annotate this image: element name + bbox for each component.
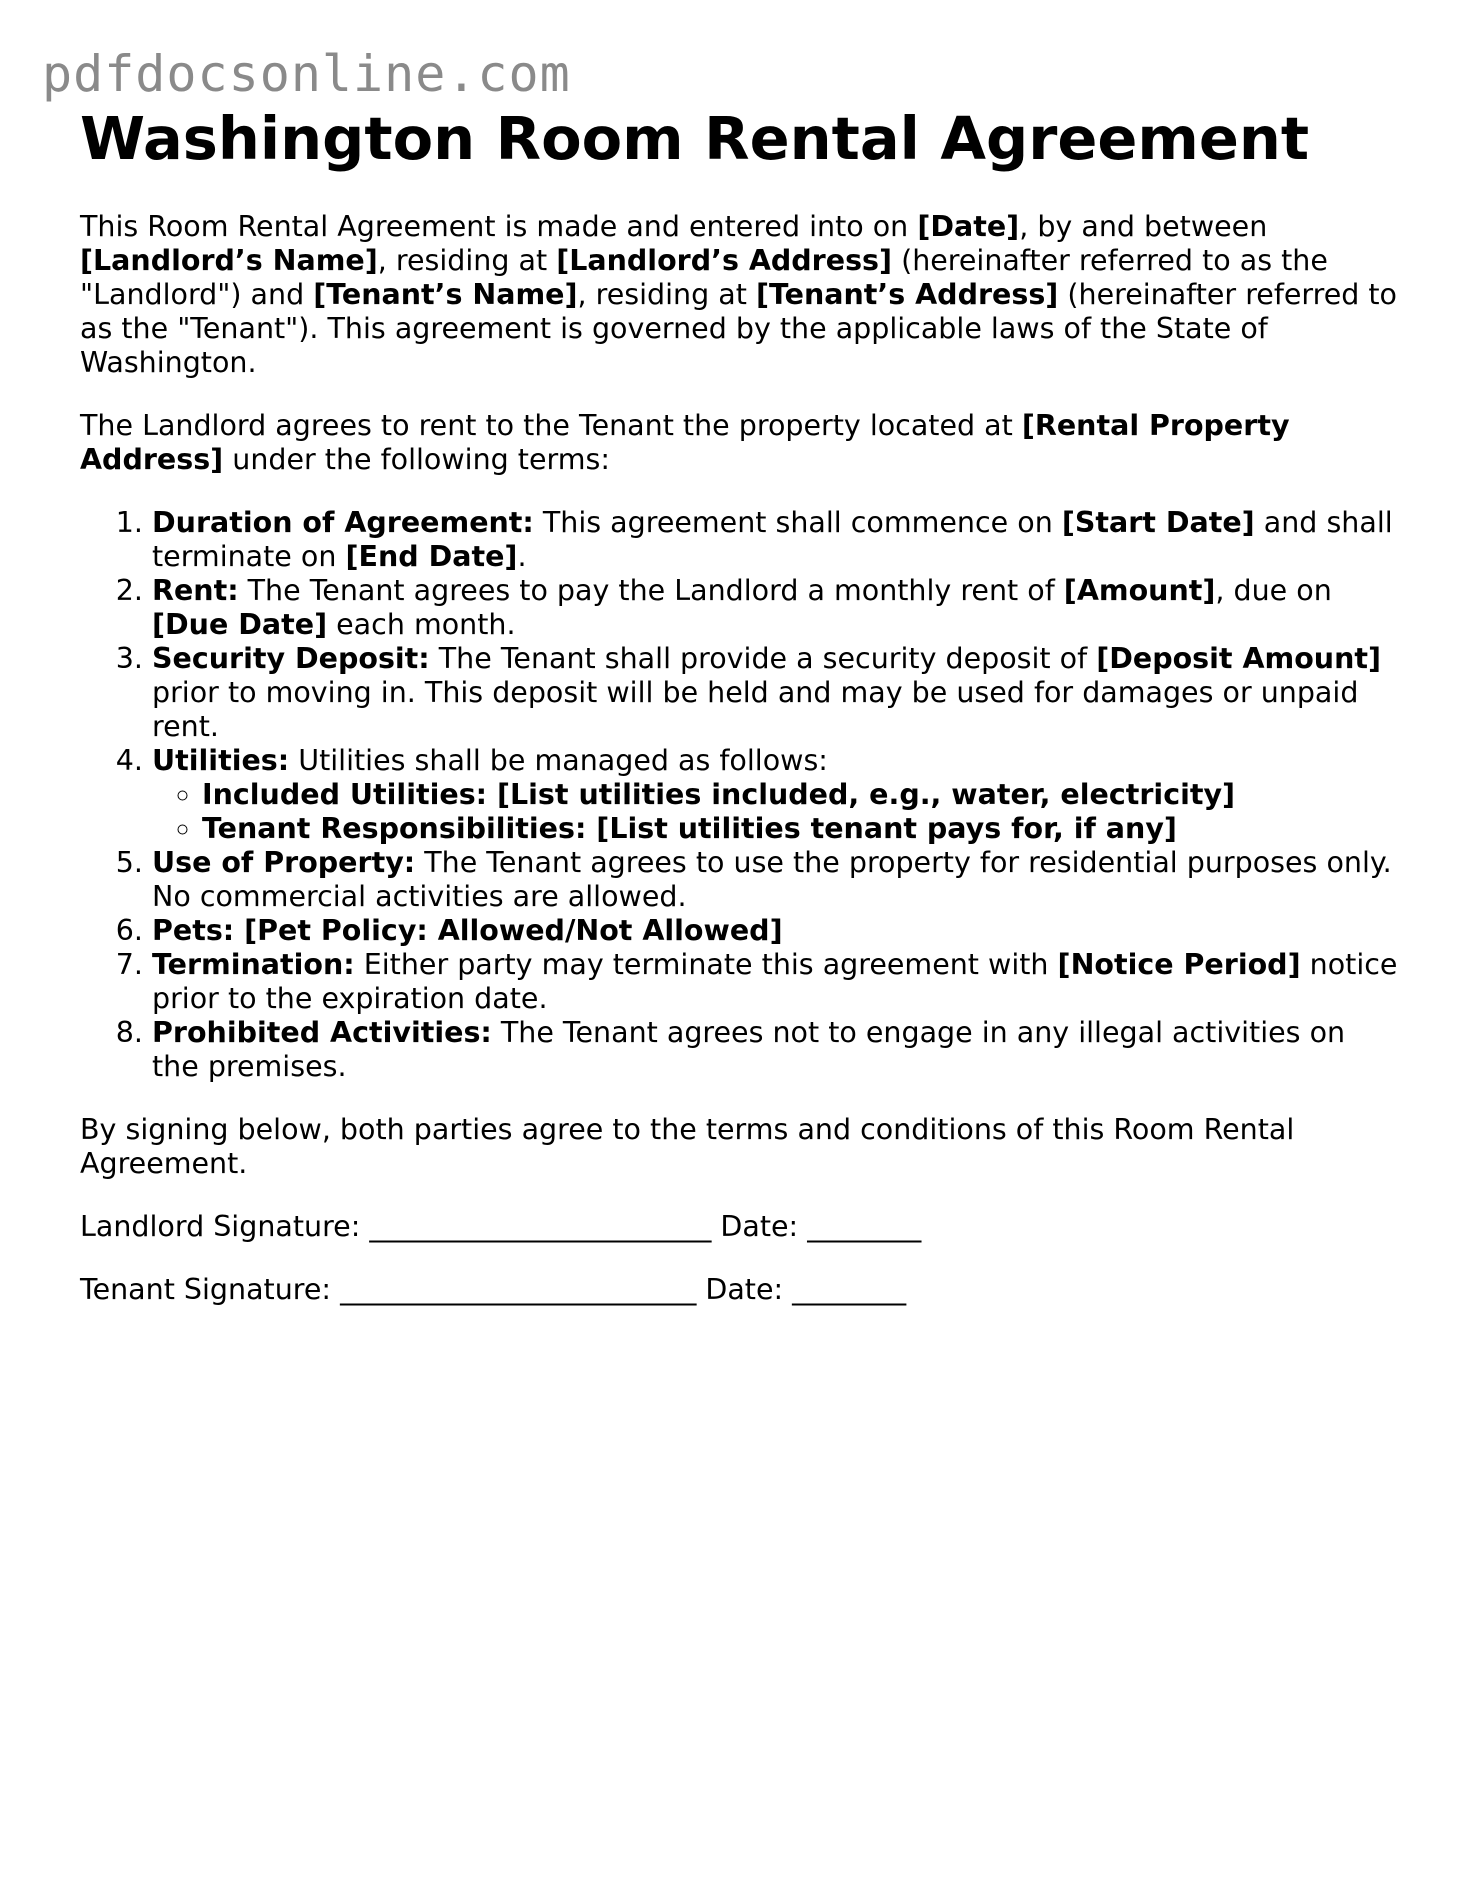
term-rent: 2. Rent: The Tenant agrees to pay the Landlord a monthly rent of [Amount], due on [Due Date] each month. xyxy=(152,574,1400,642)
intro-paragraph: This Room Rental Agreement is made and entered into on [Date], by and between [Landlord’s Name], residing at [Landlord’s Address] (hereinafter referred to as the "Landlord") and [Tenant’s Name], residing at [Tenant’s Address] (hereinafter referred to as the "Tenant"). This agreement is governed by the applicable laws of the State of Washington. xyxy=(80,210,1397,379)
closing-paragraph: By signing below, both parties agree to the terms and conditions of this Room Rental Agreement. xyxy=(80,1113,1295,1180)
landlord-address-placeholder: [Landlord’s Address] xyxy=(556,244,893,277)
date-placeholder: [Date] xyxy=(917,210,1020,243)
utilities-tenant-responsibilities: ◦ Tenant Responsibilities: [List utilities tenant pays for, if any] xyxy=(202,812,1400,846)
term-security-deposit: 3. Security Deposit: The Tenant shall provide a security deposit of [Deposit Amount] prior to moving in. This deposit will be held and may be used for damages or unpaid rent. xyxy=(152,642,1400,744)
terms-list xyxy=(80,506,1400,1084)
term-use-of-property: 5. Use of Property: The Tenant agrees to use the property for residential purposes only. No commercial activities are allowed. xyxy=(152,846,1400,914)
term-utilities: 4. Utilities: Utilities shall be managed as follows: ◦ Included Utilities: [List utilities included, e.g., water, electricity] ◦ Tenant Responsibilities: [List utilities tenant pays for, if any] xyxy=(152,744,1400,846)
document-page xyxy=(80,100,1400,1307)
document-title: Washington Room Rental Agreement xyxy=(80,104,1310,173)
term-pets: 6. Pets: [Pet Policy: Allowed/Not Allowed] xyxy=(152,914,1400,948)
term-duration: 1. Duration of Agreement: This agreement shall commence on [Start Date] and shall terminate on [End Date]. xyxy=(152,506,1400,574)
tenant-signature-line: Tenant Signature: _________________________ Date: ________ xyxy=(80,1273,907,1306)
watermark: pdfdocsonline.com xyxy=(42,45,571,103)
term-prohibited-activities: 8. Prohibited Activities: The Tenant agrees not to engage in any illegal activities on the premises. xyxy=(152,1016,1400,1084)
property-paragraph: The Landlord agrees to rent to the Tenant the property located at [Rental Property Address] under the following terms: xyxy=(80,409,1290,476)
tenant-address-placeholder: [Tenant’s Address] xyxy=(755,278,1059,311)
term-termination: 7. Termination: Either party may terminate this agreement with [Notice Period] notice prior to the expiration date. xyxy=(152,948,1400,1016)
landlord-name-placeholder: [Landlord’s Name] xyxy=(80,244,378,277)
utilities-list xyxy=(152,778,1400,846)
landlord-signature-line: Landlord Signature: ________________________ Date: ________ xyxy=(80,1210,922,1243)
utilities-included: ◦ Included Utilities: [List utilities included, e.g., water, electricity] xyxy=(202,778,1400,812)
tenant-name-placeholder: [Tenant’s Name] xyxy=(313,278,578,311)
property-address-placeholder: [Rental Property Address] xyxy=(80,409,1290,476)
